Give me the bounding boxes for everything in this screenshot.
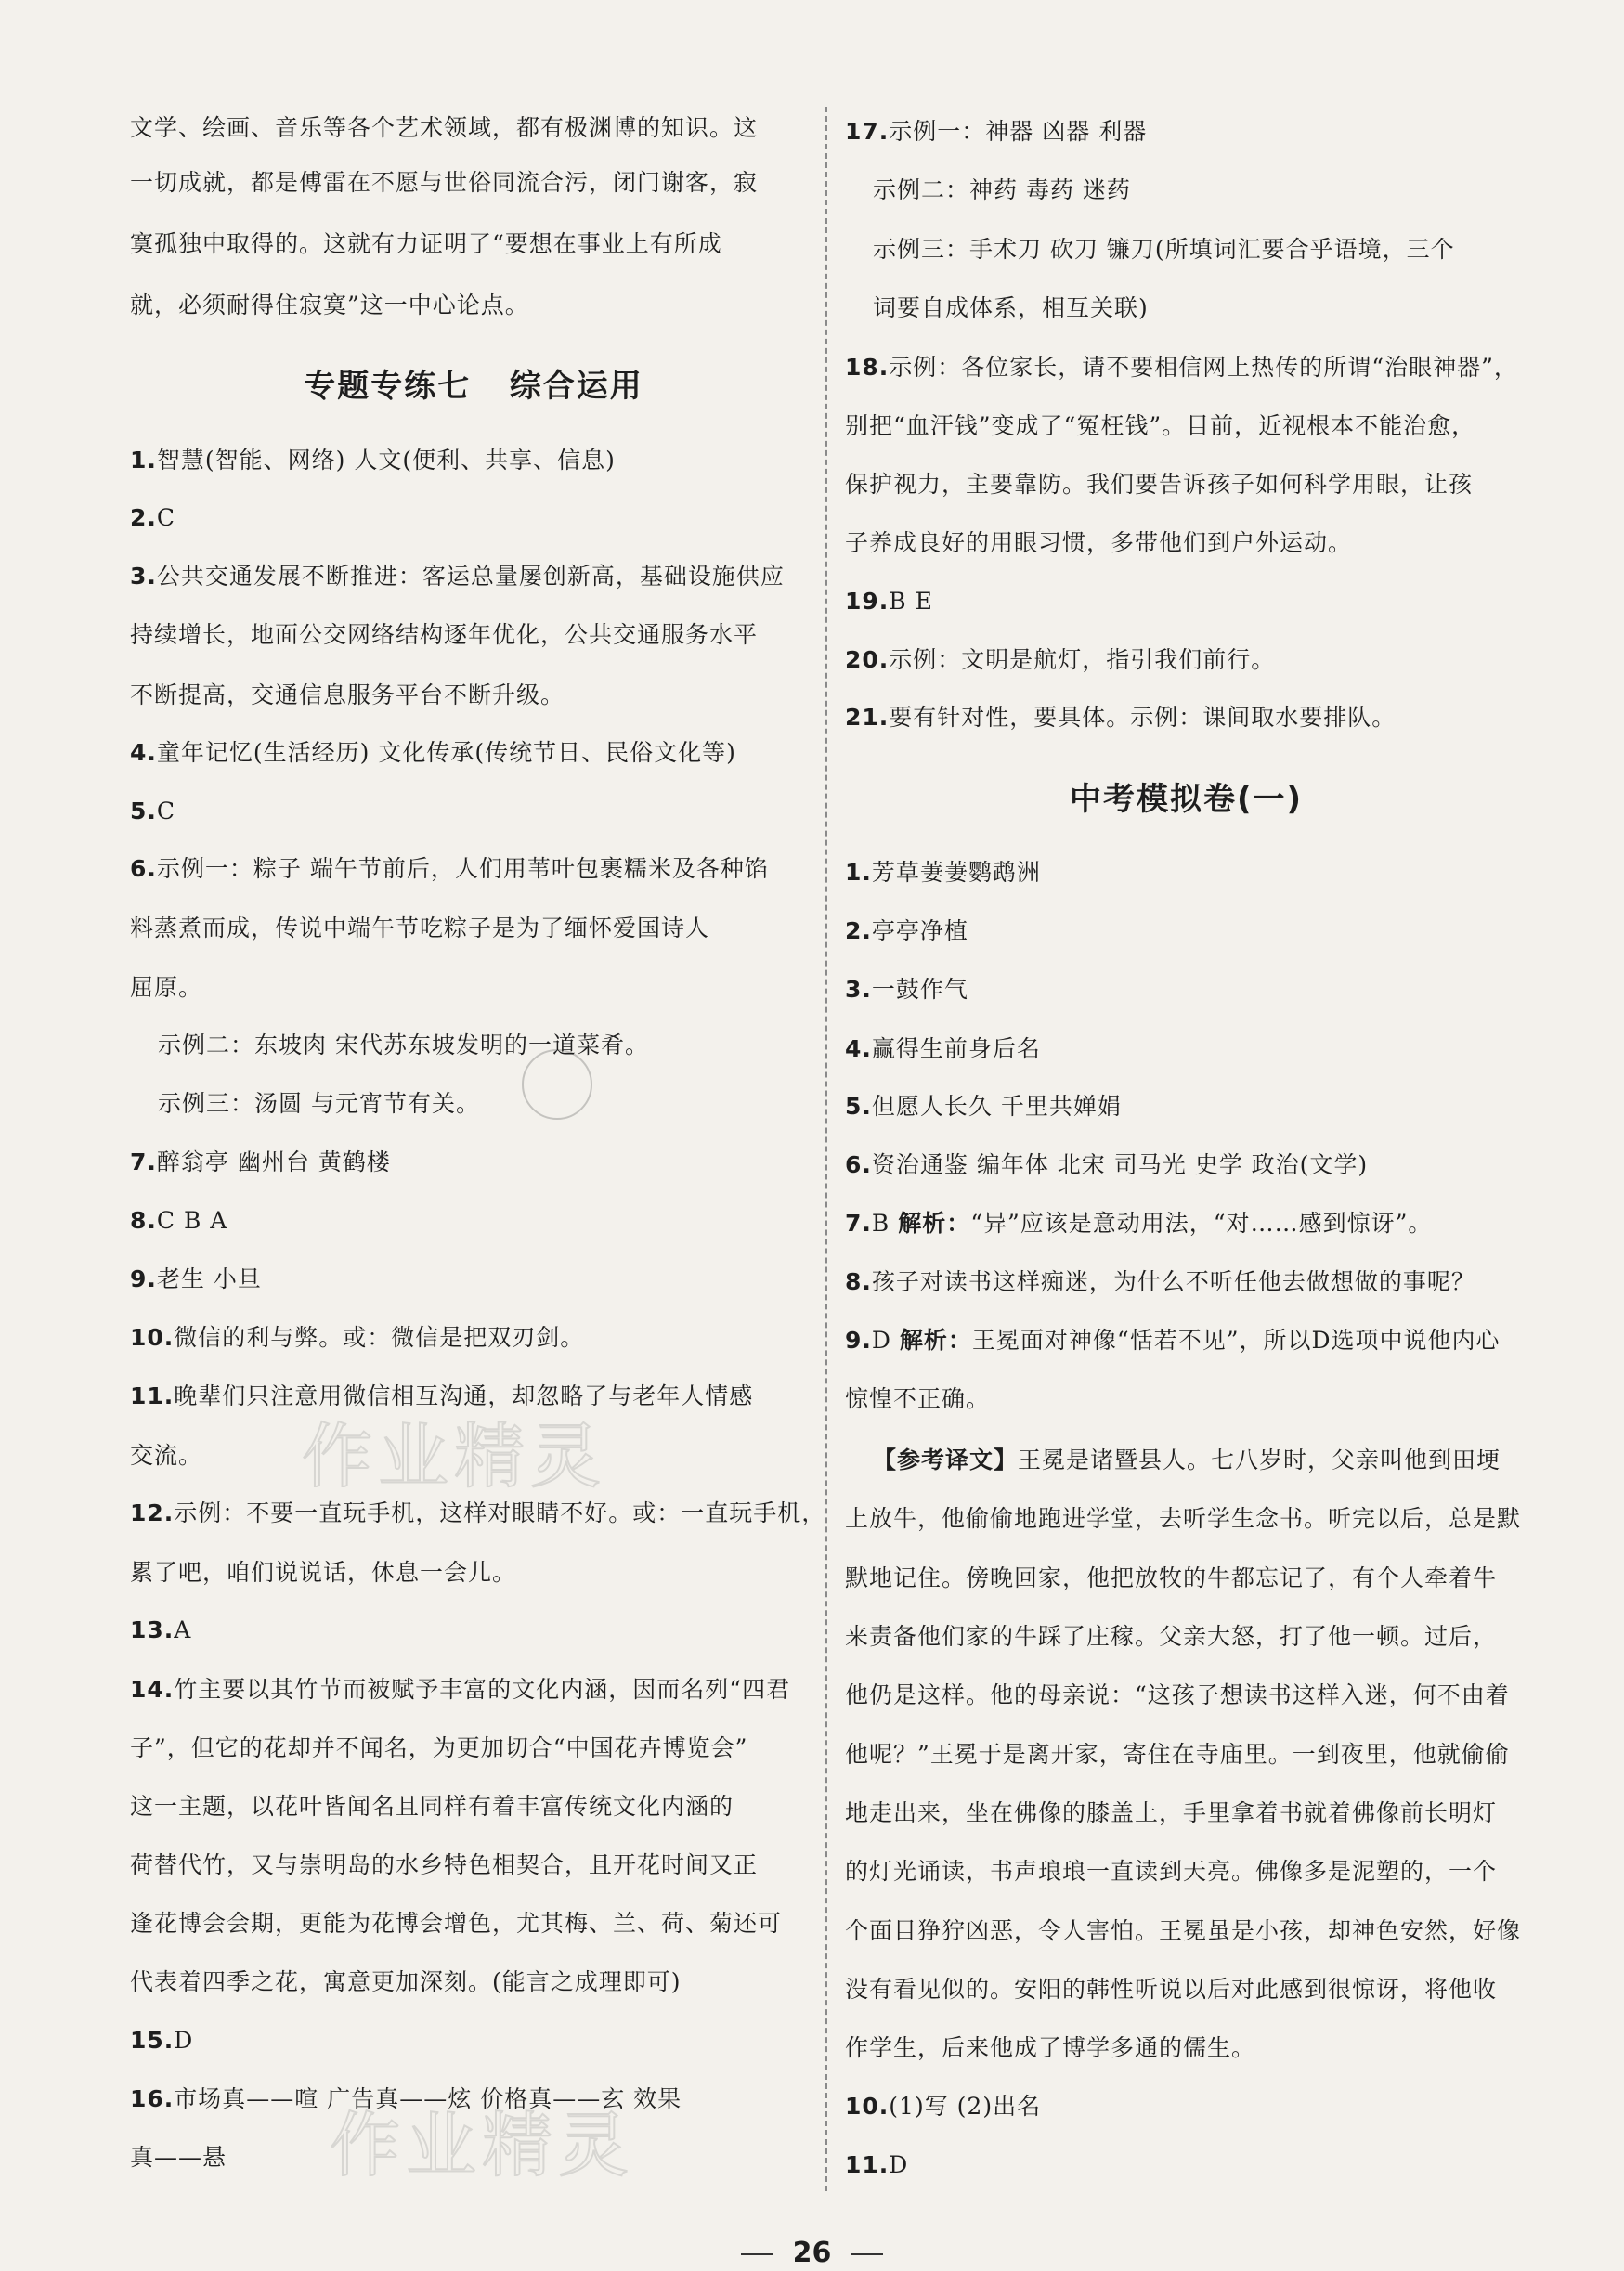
answer-line: 子养成良好的用眼习惯，多带他们到户外运动。 bbox=[845, 529, 1353, 556]
answer-line: 交流。 bbox=[130, 1442, 203, 1469]
answer-line: 屈原。 bbox=[130, 974, 203, 1001]
answer-line: 料蒸煮而成，传说中端午节吃粽子是为了缅怀爱国诗人 bbox=[130, 915, 710, 941]
answer-line: 子”，但它的花却并不闻名，为更加切合“中国花卉博览会” bbox=[130, 1734, 748, 1761]
answer-line: 2.C bbox=[130, 504, 176, 531]
translation-line: 来责备他们家的牛踩了庄稼。父亲大怒，打了他一顿。过后， bbox=[845, 1623, 1498, 1650]
answer-line: 5.C bbox=[130, 798, 176, 824]
answer-line: 持续增长，地面公交网络结构逐年优化，公共交通服务水平 bbox=[130, 621, 759, 648]
answer-line: 6.示例一：粽子 端午节前后，人们用苇叶包裹糯米及各种馅 bbox=[130, 855, 769, 882]
answer-line: 4.赢得生前身后名 bbox=[845, 1035, 1041, 1062]
watermark: 作业精灵 bbox=[330, 2104, 634, 2187]
answer-line: 10.(1)写 (2)出名 bbox=[845, 2093, 1042, 2120]
answer-line: 逢花博会会期，更能为花博会增色，尤其梅、兰、荷、菊还可 bbox=[130, 1910, 783, 1937]
text-line: 就，必须耐得住寂寞”这一中心论点。 bbox=[130, 292, 529, 318]
answer-line: 18.示例：各位家长，请不要相信网上热传的所谓“治眼神器”， bbox=[845, 354, 1518, 381]
translation-line: 他仍是这样。他的母亲说：“这孩子想读书这样入迷，何不由着 bbox=[845, 1681, 1510, 1708]
translation-line: 没有看见似的。安阳的韩性听说以后对此感到很惊讶，将他收 bbox=[845, 1976, 1498, 2003]
answer-line: 21.要有针对性，要具体。示例：课间取水要排队。 bbox=[845, 704, 1397, 731]
translation-line: 的灯光诵读，书声琅琅一直读到天亮。佛像多是泥塑的，一个 bbox=[845, 1858, 1498, 1885]
answer-line: 3.公共交通发展不断推进：客运总量屡创新高，基础设施供应 bbox=[130, 563, 785, 590]
answer-line: 11.D bbox=[845, 2151, 909, 2178]
answer-line: 2.亭亭净植 bbox=[845, 917, 968, 944]
answer-line: 12.示例：不要一直玩手机，这样对眼睛不好。或：一直玩手机， bbox=[130, 1499, 826, 1526]
answer-line: 10.微信的利与弊。或：微信是把双刃剑。 bbox=[130, 1324, 585, 1351]
answer-line: 1.智慧(智能、网络) 人文(便利、共享、信息) bbox=[130, 447, 616, 474]
answer-line: 5.但愿人长久 千里共婵娟 bbox=[845, 1093, 1122, 1120]
answer-line: 6.资治通鉴 编年体 北宋 司马光 史学 政治(文学) bbox=[845, 1151, 1369, 1178]
translation-line: 默地记住。傍晚回家，他把放牧的牛都忘记了，有个人牵着牛 bbox=[845, 1564, 1498, 1591]
answer-line: 示例二：神药 毒药 迷药 bbox=[873, 176, 1131, 203]
answer-line: 累了吧，咱们说说话，休息一会儿。 bbox=[130, 1559, 517, 1586]
answer-line: 11.晚辈们只注意用微信相互沟通，却忽略了与老年人情感 bbox=[130, 1382, 754, 1409]
answer-line: 保护视力，主要靠防。我们要告诉孩子如何科学用眼，让孩 bbox=[845, 471, 1474, 498]
text-line: 寞孤独中取得的。这就有力证明了“要想在事业上有所成 bbox=[130, 230, 722, 257]
answer-line: 14.竹主要以其竹节而被赋予丰富的文化内涵，因而名列“四君 bbox=[130, 1676, 791, 1703]
answer-line: 不断提高，交通信息服务平台不断升级。 bbox=[130, 681, 565, 708]
text-line: 文学、绘画、音乐等各个艺术领域，都有极渊博的知识。这 bbox=[130, 114, 759, 141]
translation-line: 【参考译文】王冕是诸暨县人。七八岁时，父亲叫他到田埂 bbox=[873, 1447, 1501, 1473]
text-line: 一切成就，都是傅雷在不愿与世俗同流合污，闭门谢客，寂 bbox=[130, 169, 759, 196]
section-title: 专题专练七 综合运用 bbox=[304, 368, 643, 405]
translation-line: 他呢？”王冕于是离开家，寄住在寺庙里。一到夜里，他就偷偷 bbox=[845, 1741, 1510, 1768]
answer-line: 8.C B A bbox=[130, 1207, 228, 1234]
answer-line: 真——悬 bbox=[130, 2144, 227, 2171]
page-number: 26 bbox=[0, 2238, 1624, 2269]
answer-line: 别把“血汗钱”变成了“冤枉钱”。目前，近视根本不能治愈， bbox=[845, 412, 1476, 439]
answer-line: 代表着四季之花，寓意更加深刻。(能言之成理即可) bbox=[130, 1968, 682, 1995]
answer-line: 17.示例一：神器 凶器 利器 bbox=[845, 118, 1148, 145]
translation-line: 个面目狰狞凶恶，令人害怕。王冕虽是小孩，却神色安然，好像 bbox=[845, 1917, 1522, 1944]
answer-line: 7.B 解析：“异”应该是意动用法，“对……感到惊讶”。 bbox=[845, 1210, 1433, 1237]
answer-line: 20.示例：文明是航灯，指引我们前行。 bbox=[845, 646, 1276, 673]
section-title: 中考模拟卷(一) bbox=[1069, 781, 1304, 818]
translation-line: 作学生，后来他成了博学多通的儒生。 bbox=[845, 2034, 1256, 2061]
answer-line: 1.芳草萋萋鹦鹉洲 bbox=[845, 859, 1041, 886]
answer-line: 7.醉翁亭 幽州台 黄鹤楼 bbox=[130, 1148, 391, 1175]
answer-line: 惊惶不正确。 bbox=[845, 1385, 991, 1412]
column-divider bbox=[825, 107, 828, 2191]
answer-line: 示例三：手术刀 砍刀 镰刀(所填词汇要合乎语境，三个 bbox=[873, 236, 1455, 263]
answer-line: 3.一鼓作气 bbox=[845, 976, 968, 1003]
answer-line: 4.童年记忆(生活经历) 文化传承(传统节日、民俗文化等) bbox=[130, 739, 736, 766]
answer-line: 15.D bbox=[130, 2027, 194, 2054]
answer-line: 9.D 解析：王冕面对神像“恬若不见”，所以D选项中说他内心 bbox=[845, 1327, 1501, 1354]
answer-line: 16.市场真——喧 广告真——炫 价格真——玄 效果 bbox=[130, 2085, 682, 2112]
translation-line: 地走出来，坐在佛像的膝盖上，手里拿着书就着佛像前长明灯 bbox=[845, 1799, 1498, 1826]
translation-line: 上放牛，他偷偷地跑进学堂，去听学生念书。听完以后，总是默 bbox=[845, 1505, 1522, 1532]
answer-line: 9.老生 小旦 bbox=[130, 1265, 262, 1292]
answer-line: 8.孩子对读书这样痴迷，为什么不听任他去做想做的事呢？ bbox=[845, 1268, 1475, 1295]
answer-line: 示例二：东坡肉 宋代苏东坡发明的一道菜肴。 bbox=[158, 1032, 649, 1058]
answer-line: 词要自成体系，相互关联) bbox=[873, 294, 1149, 321]
answer-line: 19.B E bbox=[845, 588, 933, 615]
answer-line: 示例三：汤圆 与元宵节有关。 bbox=[158, 1090, 480, 1117]
answer-line: 荷替代竹，又与崇明岛的水乡特色相契合，且开花时间又正 bbox=[130, 1851, 759, 1878]
answer-line: 这一主题，以花叶皆闻名且同样有着丰富传统文化内涵的 bbox=[130, 1793, 734, 1820]
watermark: 作业精灵 bbox=[302, 1415, 606, 1498]
answer-line: 13.A bbox=[130, 1616, 192, 1643]
